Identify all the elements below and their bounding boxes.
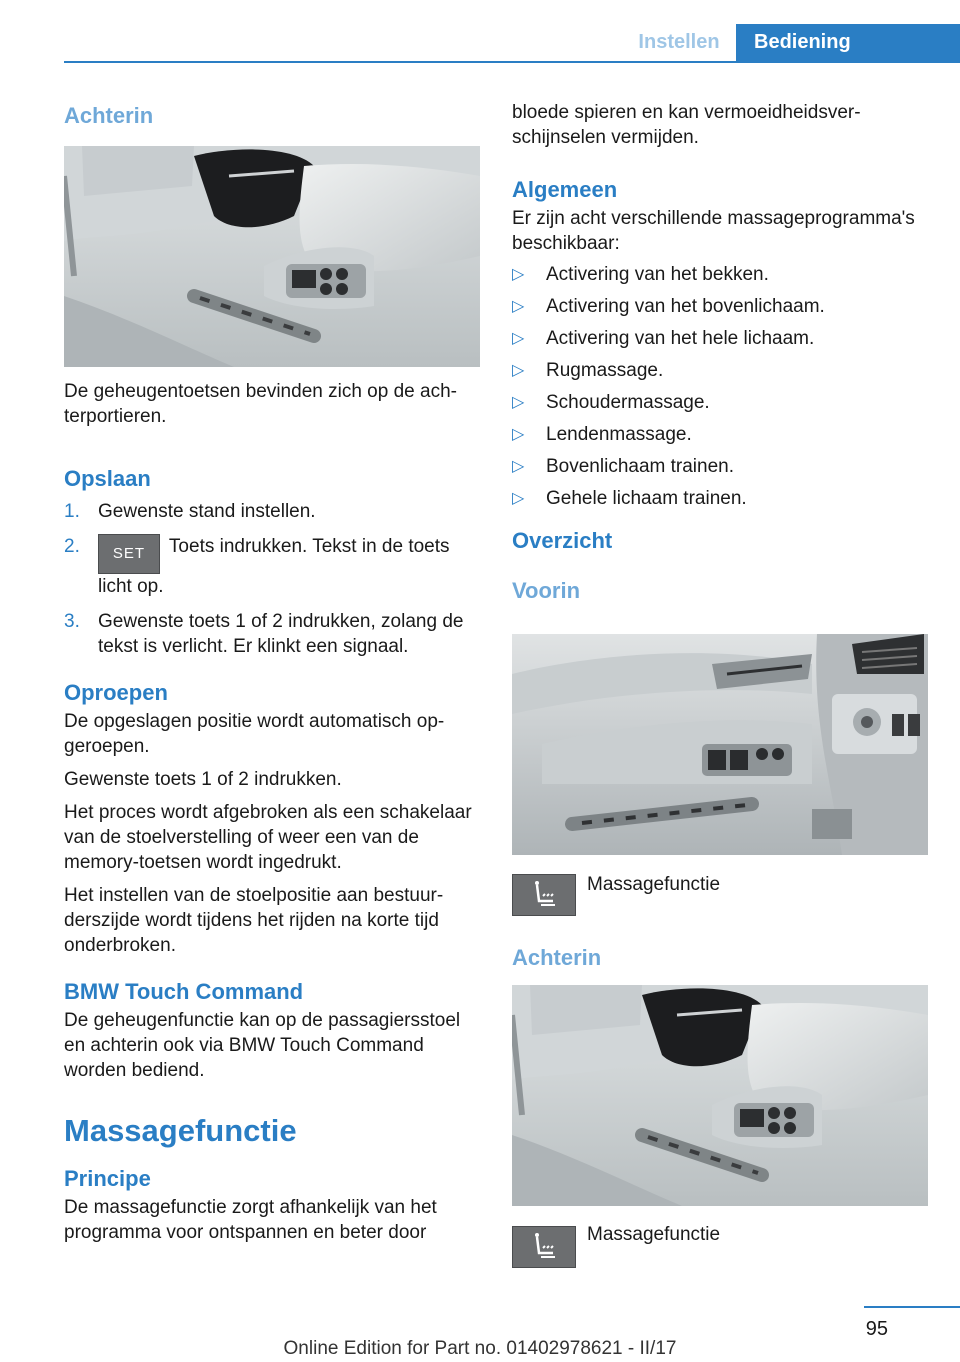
- list-item: [512, 262, 928, 287]
- triangle-right-icon: ▷: [512, 426, 525, 443]
- achterin-heading: Achterin: [64, 103, 154, 128]
- bullet-text: Activering van het bekken.: [546, 264, 769, 285]
- bmw-touch-command-text: De geheugenfunctie kan op de passagiersstoel en achterin ook via BMW Touch Command worden bediend.: [64, 1010, 461, 1081]
- algemeen-text: Er zijn acht verschillende massageprogramma's beschikbaar:: [512, 208, 915, 254]
- principe-text: De massagefunctie zorgt afhankelijk van het programma voor ontspannen en beter door: [64, 1197, 437, 1243]
- achterin-massage-label: Massagefunctie: [587, 1224, 721, 1245]
- list-item: [512, 422, 928, 447]
- tab-bediening[interactable]: Bediening: [736, 24, 960, 61]
- oproepen-text-3: Het proces wordt afgebroken als een schakelaar van de stoelverstelling of weer een van de memory-toetsen wordt ingedrukt.: [64, 802, 472, 873]
- list-item: [64, 534, 480, 599]
- triangle-right-icon: ▷: [512, 330, 525, 347]
- list-item: [512, 390, 928, 415]
- opslaan-steps: [64, 499, 480, 659]
- oproepen-text-2: Gewenste toets 1 of 2 indrukken.: [64, 769, 342, 790]
- front-door-panel-image: [512, 634, 928, 855]
- voorin-heading: Voorin: [512, 578, 581, 603]
- page-number: 95: [865, 1318, 888, 1340]
- step-text: Toets indrukken. Tekst in de toets licht op.: [98, 536, 450, 597]
- triangle-right-icon: ▷: [512, 458, 525, 475]
- principe-text-continued: bloede spieren en kan vermoeidheidsverschijnselen vermijden.: [512, 102, 861, 148]
- bmw-touch-command-heading: BMW Touch Command: [64, 979, 304, 1004]
- footer-rule: [864, 1306, 960, 1308]
- triangle-right-icon: ▷: [512, 266, 525, 283]
- triangle-right-icon: ▷: [512, 490, 525, 507]
- edition-footer: Online Edition for Part no. 01402978621 - II/17: [283, 1338, 677, 1359]
- massagefunctie-heading: Massagefunctie: [64, 1113, 297, 1148]
- bullet-text: Bovenlichaam trainen.: [546, 456, 734, 477]
- bullet-text: Rugmassage.: [546, 360, 664, 381]
- oproepen-text-4: Het instellen van de stoelpositie aan bestuurderszijde wordt tijdens het rijden na korte tijd onderbroken.: [64, 885, 444, 956]
- oproepen-heading: Oproepen: [64, 680, 168, 705]
- bullet-text: Activering van het hele lichaam.: [546, 328, 815, 349]
- triangle-right-icon: ▷: [512, 394, 525, 411]
- list-item: [512, 454, 928, 479]
- list-item: [64, 499, 480, 524]
- triangle-right-icon: ▷: [512, 298, 525, 315]
- left-column: [64, 100, 480, 1245]
- step-number: 2.: [64, 536, 80, 557]
- triangle-right-icon: ▷: [512, 362, 525, 379]
- step-text: Gewenste toets 1 of 2 indrukken, zolang de tekst is verlicht. Er klinkt een signaal.: [98, 611, 464, 657]
- header-rule: [64, 61, 960, 63]
- list-item: [512, 358, 928, 383]
- list-item: [512, 486, 928, 511]
- set-key-icon: SET: [98, 534, 160, 574]
- bullet-text: Activering van het bovenlichaam.: [546, 296, 825, 317]
- rear-door-panel-image: [64, 146, 480, 367]
- rear-door-panel-image-right: [512, 985, 928, 1206]
- list-item: [512, 326, 928, 351]
- massage-program-list: [512, 262, 928, 511]
- bullet-text: Gehele lichaam trainen.: [546, 488, 747, 509]
- bullet-text: Lendenmassage.: [546, 424, 692, 445]
- achterin-caption: De geheugentoetsen bevinden zich op de achterportieren.: [64, 381, 457, 427]
- voorin-massage-label: Massagefunctie: [587, 874, 721, 895]
- massage-seat-icon: [512, 874, 576, 916]
- tab-instellen[interactable]: Instellen: [638, 31, 720, 53]
- step-number: 3.: [64, 611, 80, 632]
- right-column: [512, 100, 928, 621]
- step-number: 1.: [64, 501, 80, 522]
- massage-seat-icon: [512, 1226, 576, 1268]
- overzicht-heading: Overzicht: [512, 528, 613, 553]
- principe-heading: Principe: [64, 1166, 151, 1191]
- list-item: [512, 294, 928, 319]
- opslaan-heading: Opslaan: [64, 466, 151, 491]
- step-text: Gewenste stand instellen.: [98, 501, 316, 522]
- achterin-heading-right: Achterin: [512, 945, 602, 970]
- list-item: [64, 609, 480, 659]
- oproepen-text-1: De opgeslagen positie wordt automatisch opgeroepen.: [64, 711, 445, 757]
- algemeen-heading: Algemeen: [512, 177, 618, 202]
- bullet-text: Schoudermassage.: [546, 392, 710, 413]
